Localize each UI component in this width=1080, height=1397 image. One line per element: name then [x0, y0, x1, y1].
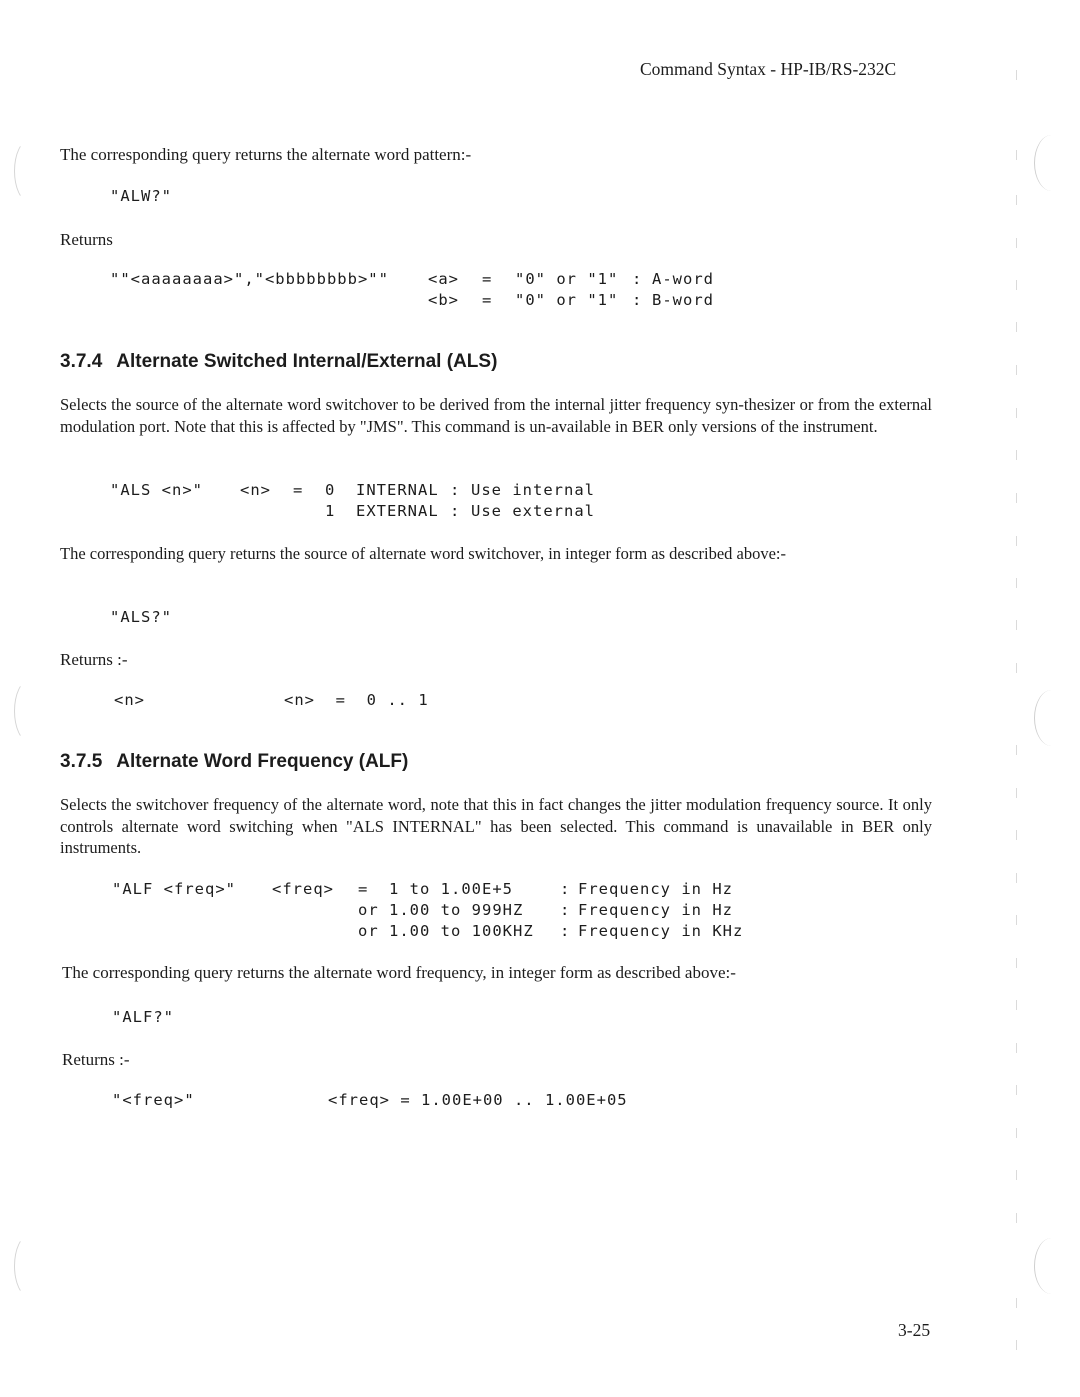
alf-query-command: "ALF?" — [112, 1008, 174, 1026]
binder-hole-mark — [14, 1235, 44, 1297]
page-number: 3-25 — [898, 1320, 931, 1340]
param-eq: = — [482, 270, 493, 288]
margin-mark — [1016, 450, 1019, 460]
option-number: 1 — [325, 502, 336, 520]
range-sep: : — [560, 880, 571, 898]
margin-mark — [1016, 1085, 1019, 1095]
heading-title: Alternate Word Frequency (ALF) — [116, 751, 409, 772]
param-eq: = — [482, 291, 493, 309]
margin-mark — [1016, 536, 1019, 546]
option-desc: Use external — [471, 502, 595, 520]
section-heading-alf — [60, 751, 408, 773]
margin-mark — [1016, 493, 1019, 503]
margin-mark — [1016, 280, 1019, 290]
binder-hole-mark — [1034, 1238, 1069, 1294]
option-number: 0 — [325, 481, 336, 499]
range-value: 1 to 1.00E+5 — [389, 880, 513, 898]
option-sep: : — [450, 481, 461, 499]
als-returns-range: <n> = 0 .. 1 — [284, 691, 429, 709]
range-sep: : — [560, 901, 571, 919]
range-prefix: or — [358, 901, 379, 919]
margin-mark — [1016, 1170, 1019, 1180]
param-sep: : — [632, 270, 643, 288]
als-returns-label: Returns :- — [60, 650, 128, 669]
margin-mark — [1016, 195, 1019, 205]
alw-query-command: "ALW?" — [110, 187, 172, 205]
margin-mark — [1016, 1213, 1019, 1223]
heading-number: 3.7.5 — [60, 751, 103, 772]
als-command: "ALS <n>" — [110, 481, 203, 499]
margin-mark — [1016, 873, 1019, 883]
als-eq: = — [293, 481, 304, 499]
margin-mark — [1016, 745, 1019, 755]
section-heading-als — [60, 351, 497, 373]
alw-returns-syntax: ""<aaaaaaaa>","<bbbbbbbb>"" — [110, 270, 389, 288]
binder-hole-mark — [14, 680, 44, 742]
margin-mark — [1016, 70, 1019, 80]
margin-mark — [1016, 238, 1019, 248]
alf-returns-syntax: "<freq>" — [112, 1091, 195, 1109]
als-description: Selects the source of the alternate word switchover to be derived from the internal jitter frequency syn-thesizer or from the external modulation port. Note that this is affected by "JMS". This command is un-available in BER only versions of the instrument. — [60, 395, 932, 436]
margin-mark — [1016, 1298, 1019, 1308]
margin-mark — [1016, 1128, 1019, 1138]
param-desc: A-word — [652, 270, 714, 288]
als-returns-syntax: <n> — [114, 691, 145, 709]
alw-returns-label: Returns — [60, 230, 113, 249]
alf-returns-label: Returns :- — [62, 1050, 130, 1069]
param-value: "0" or "1" — [515, 291, 619, 309]
alf-param: <freq> — [272, 880, 334, 898]
margin-mark — [1016, 788, 1019, 798]
margin-mark — [1016, 620, 1019, 630]
param-name: <a> — [428, 270, 459, 288]
margin-mark — [1016, 958, 1019, 968]
margin-mark — [1016, 830, 1019, 840]
range-desc: Frequency in Hz — [578, 901, 733, 919]
heading-title: Alternate Switched Internal/External (ALS) — [116, 351, 498, 372]
binder-hole-mark — [1034, 690, 1069, 746]
binder-hole-mark — [1034, 135, 1069, 191]
margin-mark — [1016, 915, 1019, 925]
margin-mark — [1016, 365, 1019, 375]
margin-mark — [1016, 408, 1019, 418]
margin-mark — [1016, 1340, 1019, 1350]
param-value: "0" or "1" — [515, 270, 619, 288]
running-header: Command Syntax - HP-IB/RS-232C — [640, 59, 897, 79]
option-name: INTERNAL — [356, 481, 439, 499]
param-desc: B-word — [652, 291, 714, 309]
margin-mark — [1016, 663, 1019, 673]
alf-description: Selects the switchover frequency of the alternate word, note that this in fact changes the jitter modulation frequency source. It only controls alternate word switching when "ALS INTERNAL" has been selected. This command is unavailable in BER only instruments. — [60, 795, 932, 857]
range-prefix: = — [358, 880, 369, 898]
range-value: 1.00 to 100KHZ — [389, 922, 534, 940]
margin-mark — [1016, 150, 1019, 160]
als-param: <n> — [240, 481, 271, 499]
range-prefix: or — [358, 922, 379, 940]
margin-mark — [1016, 322, 1019, 332]
range-desc: Frequency in KHz — [578, 922, 744, 940]
alf-returns-range: <freq> = 1.00E+00 .. 1.00E+05 — [328, 1091, 628, 1109]
als-query-intro: The corresponding query returns the source of alternate word switchover, in integer form as described above:- — [60, 544, 786, 563]
range-sep: : — [560, 922, 571, 940]
option-name: EXTERNAL — [356, 502, 439, 520]
margin-mark — [1016, 1000, 1019, 1010]
als-query-command: "ALS?" — [110, 608, 172, 626]
binder-hole-mark — [14, 140, 44, 202]
option-desc: Use internal — [471, 481, 595, 499]
param-sep: : — [632, 291, 643, 309]
heading-number: 3.7.4 — [60, 351, 103, 372]
range-desc: Frequency in Hz — [578, 880, 733, 898]
alw-query-intro: The corresponding query returns the alternate word pattern:- — [60, 145, 472, 164]
option-sep: : — [450, 502, 461, 520]
alf-command: "ALF <freq>" — [112, 880, 236, 898]
range-value: 1.00 to 999HZ — [389, 901, 524, 919]
param-name: <b> — [428, 291, 459, 309]
alf-query-intro: The corresponding query returns the alternate word frequency, in integer form as described above:- — [62, 963, 736, 982]
margin-mark — [1016, 1043, 1019, 1053]
margin-mark — [1016, 578, 1019, 588]
